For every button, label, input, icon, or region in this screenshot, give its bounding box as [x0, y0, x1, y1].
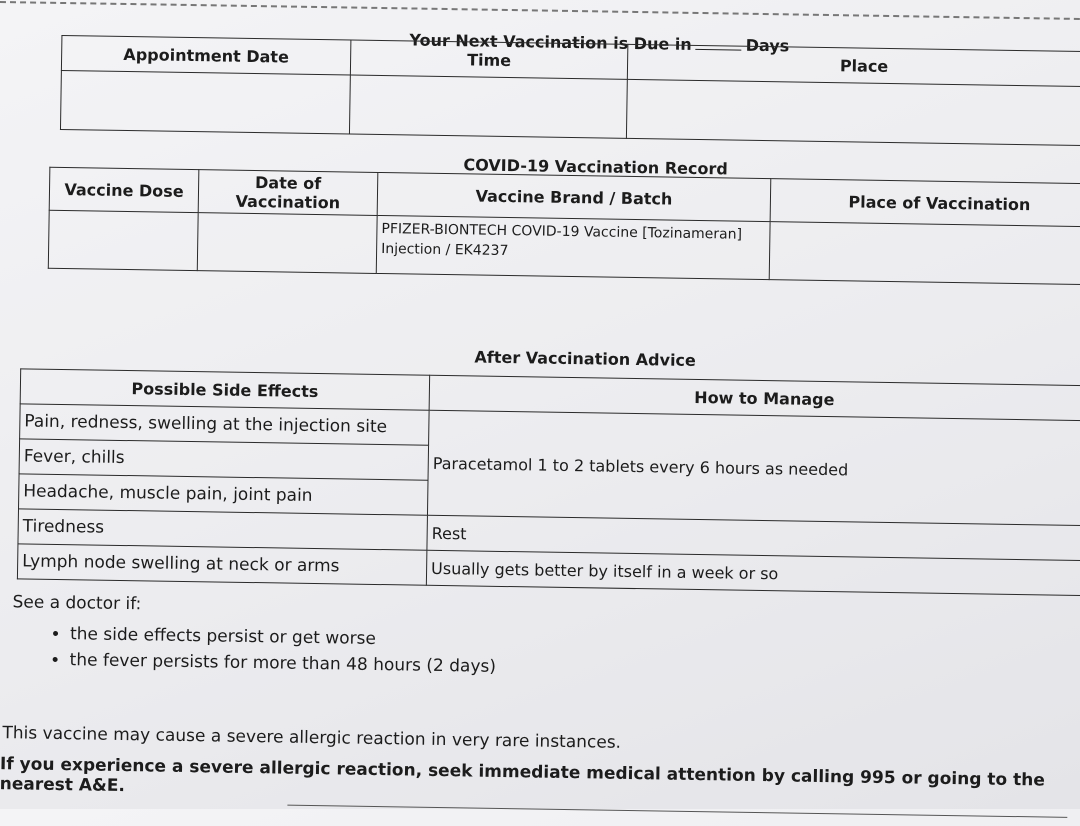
manage-self-resolve: Usually gets better by itself in a week or so — [426, 550, 1080, 596]
how-to-manage-header: How to Manage — [429, 375, 1080, 421]
side-effect-row: Lymph node swelling at neck or arms — [17, 544, 426, 585]
place-cell — [626, 79, 1080, 145]
advice-title: After Vaccination Advice — [474, 347, 696, 370]
record-title: COVID-19 Vaccination Record — [463, 155, 728, 179]
date-of-vaccination-cell — [197, 213, 377, 274]
side-effect-row: Tiredness — [18, 509, 427, 550]
days-label: Days — [745, 35, 790, 56]
side-effect-row: Fever, chills — [19, 439, 428, 480]
allergy-notice: This vaccine may cause a severe allergic reaction in very rare instances. — [2, 723, 622, 753]
place-header: Place — [627, 44, 1080, 86]
brand-batch-cell — [376, 215, 770, 279]
see-doctor-heading: See a doctor if: — [12, 592, 142, 615]
vaccination-record-table — [48, 167, 1080, 286]
cut-line — [0, 1, 1080, 20]
side-effect-row: Pain, redness, swelling at the injection site — [20, 404, 429, 445]
vaccine-dose-header: Vaccine Dose — [49, 167, 199, 212]
manage-paracetamol: Paracetamol 1 to 2 tablets every 6 hours as needed — [427, 410, 1080, 526]
next-title-text: Your Next Vaccination is Due in — [409, 30, 692, 54]
date-of-vaccination-header: Date of Vaccination — [198, 170, 378, 216]
see-doctor-item: • the side effects persist or get worse — [70, 621, 497, 654]
next-appointment-table — [60, 35, 1080, 146]
place-of-vaccination-header: Place of Vaccination — [770, 179, 1080, 227]
side-effects-table — [17, 368, 1080, 596]
see-doctor-list — [29, 621, 496, 680]
see-doctor-item: • the fever persists for more than 48 hours (2 days) — [69, 647, 496, 680]
brand-batch-header: Vaccine Brand / Batch — [377, 172, 771, 221]
time-cell — [349, 75, 627, 138]
side-effects-header: Possible Side Effects — [20, 369, 429, 410]
appointment-date-cell — [60, 70, 350, 134]
batch-number: Injection / EK4237 — [381, 241, 509, 260]
brand-name: PFIZER-BIONTECH COVID-19 Vaccine [Tozinameran] — [381, 221, 743, 243]
time-header: Time — [350, 40, 628, 79]
allergy-instruction: If you experience a severe allergic reaction, seek immediate medical attention by calling 995 or going to the nearest A&E. — [0, 754, 1045, 797]
vaccine-dose-cell — [48, 210, 198, 270]
side-effect-row: Headache, muscle pain, joint pain — [19, 474, 428, 515]
appointment-date-header: Appointment Date — [61, 35, 351, 75]
manage-rest: Rest — [427, 515, 1080, 561]
place-of-vaccination-cell — [769, 222, 1080, 285]
